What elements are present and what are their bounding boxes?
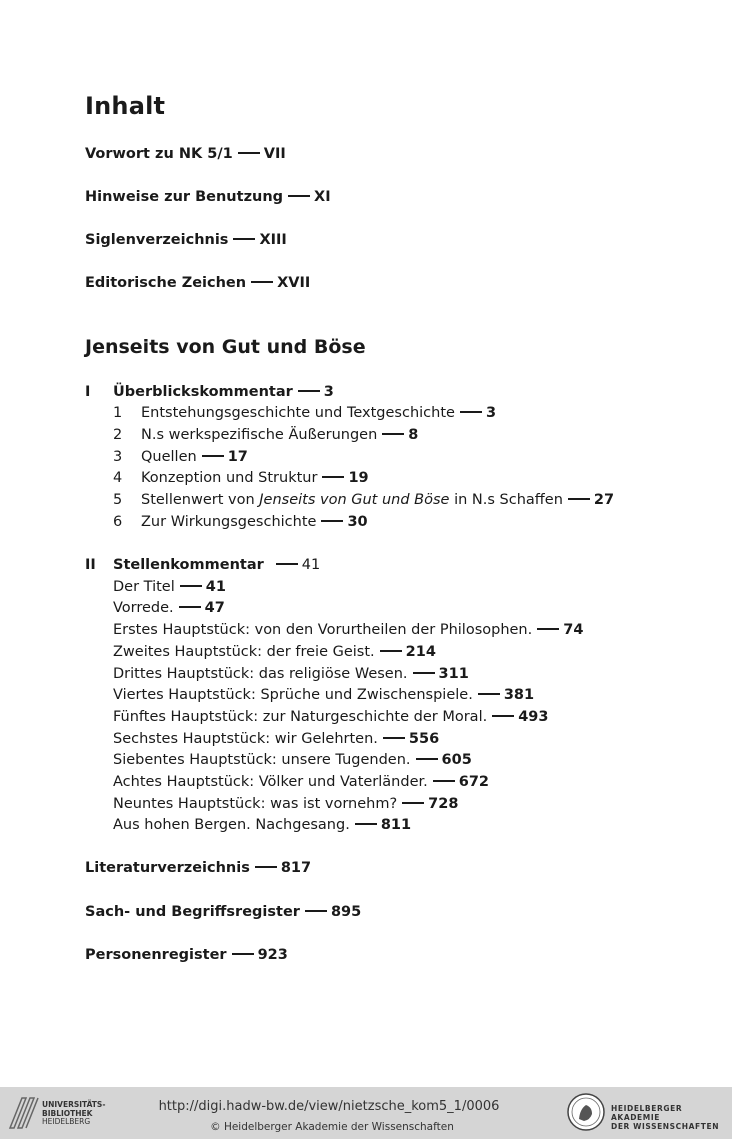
toc-subentry[interactable] [113, 492, 614, 508]
subentry-text: Entstehungsgeschichte und Textgeschichte [141, 405, 455, 421]
dash-separator [202, 455, 224, 457]
subentry-number: 6 [113, 514, 123, 530]
toc-part-1[interactable] [85, 384, 334, 400]
part-number: I [85, 384, 91, 400]
subentry-page: 47 [204, 600, 225, 616]
subentry-page: 17 [227, 449, 248, 465]
dash-separator [180, 585, 202, 587]
toc-subentry[interactable] [113, 687, 534, 703]
toc-entry-page: 817 [280, 860, 312, 876]
toc-subentry[interactable] [113, 796, 458, 812]
dash-separator [433, 780, 455, 782]
subentry-text: Der Titel [113, 579, 175, 595]
toc-entry-personenregister[interactable] [85, 947, 288, 963]
dash-separator [355, 823, 377, 825]
academy-name: HEIDELBERGER AKADEMIE DER WISSENSCHAFTEN [611, 1104, 720, 1131]
part-page: 41 [301, 557, 321, 573]
dash-separator [492, 715, 514, 717]
subentry-page: 19 [348, 470, 369, 486]
toc-subentry[interactable] [113, 427, 418, 443]
dash-separator [382, 433, 404, 435]
dash-separator [233, 238, 255, 240]
subentry-text: Drittes Hauptstück: das religiöse Wesen. [113, 666, 408, 682]
dash-separator [238, 152, 260, 154]
dash-separator [537, 628, 559, 630]
dash-separator [416, 758, 438, 760]
toc-subentry[interactable] [113, 709, 549, 725]
subentry-page: 8 [408, 427, 419, 443]
subentry-text: Stellenwert von [141, 492, 260, 508]
toc-subentry[interactable] [113, 622, 583, 638]
toc-subentry[interactable] [113, 817, 411, 833]
subentry-number: 4 [113, 470, 123, 486]
subentry-text: in N.s Schaffen [449, 492, 563, 508]
toc-subentry[interactable] [113, 600, 225, 616]
dash-separator [298, 390, 320, 392]
toc-subentry[interactable] [113, 644, 436, 660]
toc-entry-label: Literaturverzeichnis [85, 860, 250, 876]
dash-separator [321, 520, 343, 522]
dash-separator [255, 866, 277, 868]
toc-subentry[interactable] [113, 405, 496, 421]
subentry-page: 381 [503, 687, 535, 703]
dash-separator [251, 281, 273, 283]
academy-seal-icon [566, 1092, 606, 1132]
subentry-page: 672 [458, 774, 490, 790]
subentry-page: 30 [347, 514, 368, 530]
part-title: Überblickskommentar [113, 384, 293, 400]
subentry-number: 5 [113, 492, 123, 508]
subentry-page: 811 [380, 817, 412, 833]
subentry-number: 1 [113, 405, 123, 421]
subentry-text: Vorrede. [113, 600, 174, 616]
toc-entry-page: XVII [277, 275, 311, 291]
subentry-text: Fünftes Hauptstück: zur Naturgeschichte der Moral. [113, 709, 488, 725]
toc-subentry[interactable] [113, 666, 469, 682]
university-library-name: UNIVERSITÄTS- BIBLIOTHEK HEIDELBERG [42, 1100, 106, 1126]
dash-separator [322, 476, 344, 478]
dash-separator [305, 910, 327, 912]
dash-separator [380, 650, 402, 652]
subentry-text: Konzeption und Struktur [141, 470, 318, 486]
dash-separator [460, 411, 482, 413]
toc-entry-label: Sach- und Begriffsregister [85, 904, 300, 920]
dash-separator [276, 563, 298, 565]
subentry-text: Erstes Hauptstück: von den Vorurtheilen der Philosophen. [113, 622, 533, 638]
toc-entry-vorwort[interactable] [85, 146, 286, 162]
toc-subentry[interactable] [113, 449, 248, 465]
dash-separator [179, 606, 201, 608]
page-title: Inhalt [85, 92, 166, 120]
subentry-page: 74 [563, 622, 584, 638]
subentry-page: 728 [428, 796, 459, 812]
dash-separator [232, 953, 254, 955]
dash-separator [288, 195, 310, 197]
subentry-page: 3 [485, 405, 497, 421]
subentry-text: Siebentes Hauptstück: unsere Tugenden. [113, 752, 411, 768]
subentry-text: Viertes Hauptstück: Sprüche und Zwischenspiele. [113, 687, 473, 703]
toc-entry-page: 923 [257, 947, 288, 963]
subentry-page: 493 [518, 709, 549, 725]
viewer-footer [0, 1087, 732, 1139]
toc-subentry[interactable] [113, 579, 226, 595]
toc-subentry[interactable] [113, 731, 439, 747]
dash-separator [383, 737, 405, 739]
subentry-text: Quellen [141, 449, 197, 465]
subentry-text: Zur Wirkungsgeschichte [141, 514, 317, 530]
toc-entry-page: 895 [330, 904, 362, 920]
part-number: II [85, 557, 96, 573]
subentry-text: Zweites Hauptstück: der freie Geist. [113, 644, 375, 660]
toc-entry-page: XI [314, 189, 331, 205]
toc-entry-sachregister[interactable] [85, 904, 361, 920]
toc-entry-literatur[interactable] [85, 860, 311, 876]
subentry-page: 556 [408, 731, 440, 747]
dash-separator [402, 802, 424, 804]
subentry-number: 3 [113, 449, 123, 465]
toc-entry-page: XIII [259, 232, 287, 248]
toc-part-2[interactable] [85, 557, 320, 573]
toc-entry-label: Editorische Zeichen [85, 275, 247, 291]
part-title: Stellenkommentar [113, 557, 264, 573]
subentry-page: 605 [441, 752, 472, 768]
dash-separator [413, 672, 435, 674]
toc-subentry[interactable] [113, 470, 369, 486]
subentry-text: Aus hohen Bergen. Nachgesang. [113, 817, 350, 833]
subentry-page: 311 [438, 666, 469, 682]
permalink-url[interactable]: http://digi.hadw-bw.de/view/nietzsche_kom5_1/0006 [158, 1099, 500, 1114]
subentry-text: Neuntes Hauptstück: was ist vornehm? [113, 796, 398, 812]
toc-subentry[interactable] [113, 774, 489, 790]
toc-subentry[interactable] [113, 752, 472, 768]
section-title: Jenseits von Gut und Böse [85, 336, 366, 358]
toc-entry-hinweise[interactable] [85, 189, 331, 205]
toc-entry-editorische[interactable] [85, 275, 310, 291]
toc-entry-label: Personenregister [85, 947, 227, 963]
dash-separator [568, 498, 590, 500]
subentry-text: N.s werkspezifische Äußerungen [141, 427, 378, 443]
copyright-notice: © Heidelberger Akademie der Wissenschaften [210, 1121, 454, 1133]
subentry-page: 214 [405, 644, 436, 660]
work-title-italic: Jenseits von Gut und Böse [259, 492, 450, 508]
subentry-page: 27 [593, 492, 615, 508]
toc-entry-page: VII [263, 146, 286, 162]
subentry-page: 41 [205, 579, 226, 595]
subentry-text: Sechstes Hauptstück: wir Gelehrten. [113, 731, 378, 747]
dash-separator [478, 693, 500, 695]
part-page: 3 [323, 384, 334, 400]
toc-entry-label: Hinweise zur Benutzung [85, 189, 284, 205]
subentry-text: Achtes Hauptstück: Völker und Vaterländer. [113, 774, 428, 790]
toc-entry-label: Vorwort zu NK 5/1 [85, 146, 233, 162]
toc-entry-siglen[interactable] [85, 232, 287, 248]
subentry-number: 2 [113, 427, 123, 443]
toc-subentry[interactable] [113, 514, 368, 530]
toc-entry-label: Siglenverzeichnis [85, 232, 229, 248]
